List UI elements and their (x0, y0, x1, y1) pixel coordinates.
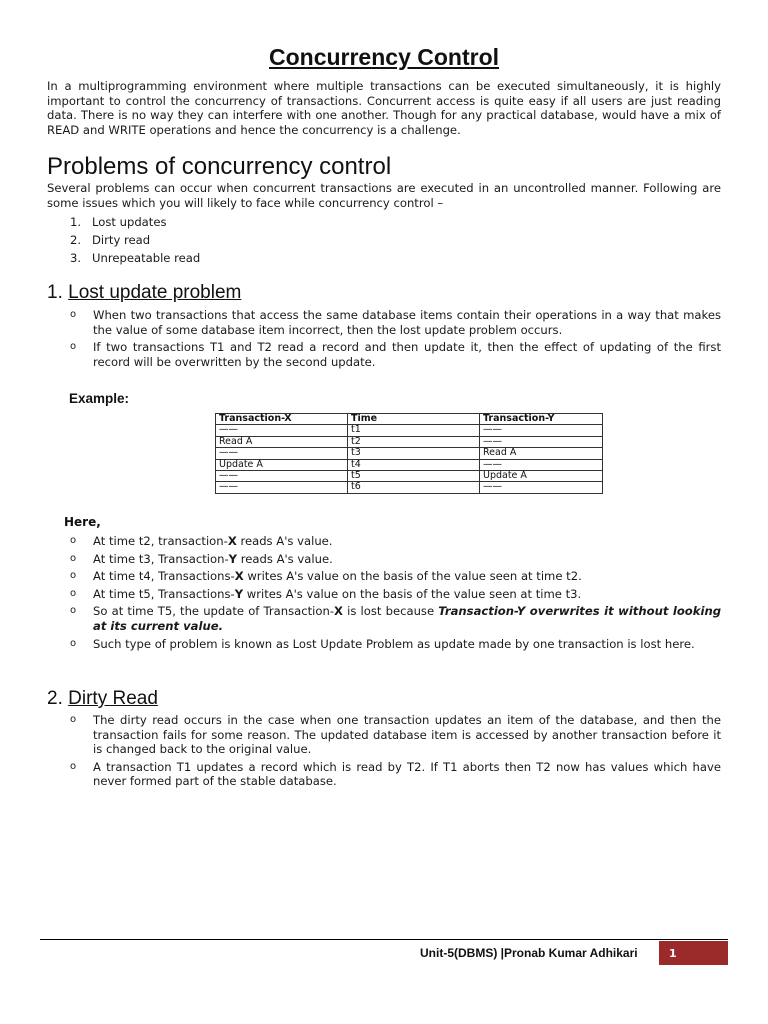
text-run: At time t3, Transaction- (93, 551, 229, 566)
text-run: writes A's value on the basis of the value seen at time t2. (243, 569, 582, 584)
list-item (70, 552, 721, 567)
list-item (70, 713, 721, 757)
text-run: So at time T5, the update of Transaction- (93, 604, 335, 619)
bullet-icon: o (70, 637, 77, 649)
table-cell: t5 (348, 471, 480, 482)
table-cell: —— (480, 459, 603, 470)
list-item-number: 1. (70, 215, 82, 229)
bullet-icon: o (70, 760, 77, 772)
text-run: writes A's value on the basis of the value seen at time t3. (243, 586, 582, 601)
section-title: Dirty Read (68, 688, 158, 709)
bullet-text (93, 534, 332, 548)
table-row (216, 459, 603, 470)
text-run-bold: Y (228, 551, 238, 566)
page-number: 1 (669, 947, 677, 960)
bullet-text: When two transactions that access the same database items contain their operations in a way that makes the value of some database item incorrect, then the lost update problem occurs. (93, 308, 721, 337)
intro-paragraph: In a multiprogramming environment where multiple transactions can be executed simultaneously, it is highly important to control the concurrency of transactions. Concurrent access is quite easy if all users are just reading data. There is no way they can interfere with one another. Though for any practical database, would have a mix of READ and WRITE operations and hence the concurrency is a challenge. (47, 79, 721, 137)
bullet-icon: o (70, 535, 77, 546)
table-row (216, 436, 603, 447)
table-cell: —— (216, 471, 348, 482)
lost-update-heading (47, 282, 241, 304)
problems-intro: Several problems can occur when concurrent transactions are executed in an uncontrolled manner. Following are some issues which you will likely to face while concurrency control – (47, 181, 721, 210)
list-item (70, 569, 721, 584)
text-run: At time t2, transaction- (93, 534, 228, 548)
table-cell: Update A (480, 471, 603, 482)
bullet-text: The dirty read occurs in the case when one transaction updates an item of the database, and then the transaction fails for some reason. The updated database item is accessed by another transaction before it is changed back to the original value. (93, 713, 721, 757)
section-number: 2. (47, 688, 63, 709)
bullet-text: If two transactions T1 and T2 read a record and then update it, then the effect of updating of the first record will be overwritten by the second update. (93, 340, 721, 369)
list-item (70, 604, 721, 633)
problems-heading: Problems of concurrency control (47, 153, 392, 180)
table-row (216, 448, 603, 459)
list-item-label: Unrepeatable read (92, 251, 201, 265)
text-run-bold: X (234, 569, 244, 584)
list-item (70, 213, 200, 231)
lost-update-bullets (70, 308, 721, 372)
column-header: Time (348, 414, 480, 425)
table-cell: —— (216, 448, 348, 459)
table-cell: t3 (348, 448, 480, 459)
table-cell: —— (480, 436, 603, 447)
table-row (216, 482, 603, 493)
table-cell: t6 (348, 482, 480, 493)
column-header: Transaction-X (216, 414, 348, 425)
bullet-text (93, 604, 721, 633)
table-cell: Update A (216, 459, 348, 470)
text-run-emphasis: Transaction-Y overwrites it without looking at its current value. (93, 604, 722, 633)
text-run: reads A's value. (237, 551, 333, 566)
table-cell: t2 (348, 436, 480, 447)
text-run: At time t5, Transactions- (93, 586, 235, 601)
bullet-icon: o (70, 552, 77, 564)
bullet-text (93, 552, 333, 566)
list-item-number: 3. (70, 251, 82, 265)
transaction-table (215, 413, 603, 494)
table-cell: t4 (348, 459, 480, 470)
bullet-icon: o (70, 587, 77, 599)
text-run-bold: X (227, 534, 237, 548)
list-item (70, 231, 200, 249)
explanation-bullets (70, 534, 721, 654)
list-item (70, 308, 721, 337)
bullet-icon: o (70, 309, 77, 320)
list-item (70, 340, 721, 369)
footer-divider (40, 939, 728, 940)
list-item-label: Lost updates (92, 215, 167, 229)
bullet-text (93, 587, 581, 601)
list-item (70, 760, 721, 789)
table-cell: —— (216, 482, 348, 493)
page-number-badge (659, 941, 728, 965)
table-cell: Read A (216, 436, 348, 447)
bullet-text: A transaction T1 updates a record which is read by T2. If T1 aborts then T2 now has values which have never formed part of the stable database. (93, 759, 721, 789)
text-run-bold: X (334, 604, 343, 619)
text-run: is lost because (343, 604, 439, 619)
table-row (216, 471, 603, 482)
table-cell: —— (480, 425, 603, 436)
section-title: Lost update problem (68, 282, 242, 303)
problems-list (70, 213, 200, 267)
table-cell: Read A (480, 448, 603, 459)
list-item (70, 249, 200, 267)
text-run: reads A's value. (236, 534, 333, 548)
bullet-text (93, 569, 582, 583)
bullet-icon: o (70, 605, 77, 617)
footer-author: Unit-5(DBMS) |Pronab Kumar Adhikari (420, 946, 638, 960)
here-label: Here, (64, 515, 101, 529)
text-run: At time t4, Transactions- (93, 569, 235, 584)
dirty-read-heading (47, 688, 158, 710)
dirty-read-bullets (70, 713, 721, 792)
table-cell: —— (216, 425, 348, 436)
section-number: 1. (47, 282, 63, 303)
table-cell: t1 (348, 425, 480, 436)
list-item-label: Dirty read (92, 233, 151, 247)
text-run-bold: Y (234, 586, 244, 601)
example-label: Example: (69, 391, 130, 406)
table-header-row (216, 414, 603, 425)
page-title: Concurrency Control (268, 44, 500, 70)
list-item (70, 534, 721, 549)
list-item-number: 2. (70, 233, 82, 247)
bullet-icon: o (70, 714, 77, 725)
bullet-icon: o (70, 570, 77, 582)
list-item (70, 587, 721, 602)
table-cell: —— (480, 482, 603, 493)
bullet-text: Such type of problem is known as Lost Update Problem as update made by one transaction is lost here. (93, 636, 695, 651)
column-header: Transaction-Y (480, 414, 603, 425)
list-item (70, 637, 721, 652)
table-row (216, 425, 603, 436)
bullet-icon: o (70, 341, 77, 353)
